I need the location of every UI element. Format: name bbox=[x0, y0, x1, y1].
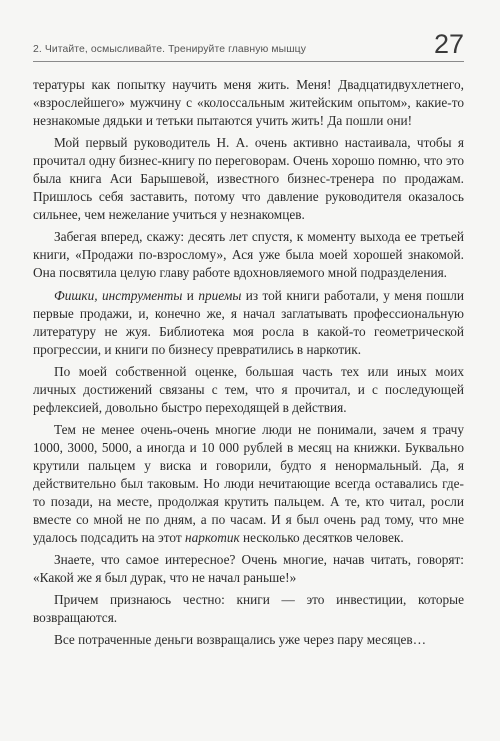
paragraph-text: Все потраченные деньги возвращались уже через пару месяцев… bbox=[54, 632, 426, 648]
paragraph-text: Мой первый руководитель Н. А. очень активно настаивала, чтобы я прочитал одну бизнес-книгу по переговорам. Очень хорошо помню, что это была книга Аси Барышевой, известного бизнес-тренера по продажам. Пришлось себя заставить, потому что давление руководителя оказалось сильнее, чем нежелание учиться у незнакомцев. bbox=[33, 135, 464, 223]
paragraph bbox=[33, 76, 464, 130]
paragraph-text: Забегая вперед, скажу: десять лет спустя, к моменту выхода ее третьей книги, «Продажи по-взрослому», Ася уже была моей хорошей знакомой. Она посвятила целую главу работе вдохновляемого мной подразделения. bbox=[33, 229, 464, 281]
paragraph bbox=[33, 631, 464, 649]
paragraph bbox=[33, 551, 464, 587]
paragraph bbox=[33, 421, 464, 547]
paragraph-text: несколько десятков человек. bbox=[239, 530, 404, 546]
running-head: 2. Читайте, осмысливайте. Тренируйте главную мышцу bbox=[33, 44, 306, 55]
paragraph bbox=[33, 287, 464, 359]
emphasized-text: Фишки, инструменты bbox=[54, 287, 183, 303]
paragraph-text: Знаете, что самое интересное? Очень многие, начав читать, говорят: «Какой же я был дурак, что не начал раньше!» bbox=[33, 552, 464, 586]
paragraph bbox=[33, 363, 464, 417]
paragraph-text: Тем не менее очень-очень многие люди не понимали, зачем я трачу 1000, 3000, 5000, а иногда и 10 000 рублей в месяц на книжки. Буквально крутили пальцем у виска и говорили, будто я ненормальный. Да, я действительно был таковым. Но люди нечитающие всегда оставались где-то позади, на месте, продолжая крутить пальцем. А те, кто читал, росли вместе со мной не по дням, а по часам. И я был очень рад тому, что мне удалось подсадить на этот bbox=[33, 421, 464, 546]
paragraph-text: Причем признаюсь честно: книги — это инвестиции, которые возвращаются. bbox=[33, 592, 464, 626]
paragraph-text: По моей собственной оценке, большая часть тех или иных моих личных достижений связаны с тем, что я прочитал, и с последующей рефлексией, довольно быстро переходящей в действия. bbox=[33, 363, 464, 415]
page-header bbox=[33, 31, 464, 62]
emphasized-text: приемы bbox=[198, 287, 242, 303]
paragraph bbox=[33, 134, 464, 224]
paragraph bbox=[33, 228, 464, 282]
emphasized-text: наркотик bbox=[185, 530, 240, 546]
paragraph-text: из той книги работали, у меня пошли первые продажи, и, конечно же, я начал заглатывать профессиональную литературу не жуя. Библиотека моя росла в какой-то геометрической прогрессии, и книги по бизнесу превратились в наркотик. bbox=[33, 287, 465, 357]
page-number: 27 bbox=[433, 29, 464, 59]
paragraph-text: и bbox=[182, 287, 199, 303]
paragraph bbox=[33, 591, 464, 627]
body-text bbox=[33, 76, 464, 653]
paragraph-text: тературы как попытку научить меня жить. Меня! Двадцатидвухлетнего, «взрослейшего» мужчину с «колоссальным житейским опытом», какие-то незнакомые дядьки и тетьки пытаются учить жить! Да пошли они! bbox=[33, 77, 464, 129]
